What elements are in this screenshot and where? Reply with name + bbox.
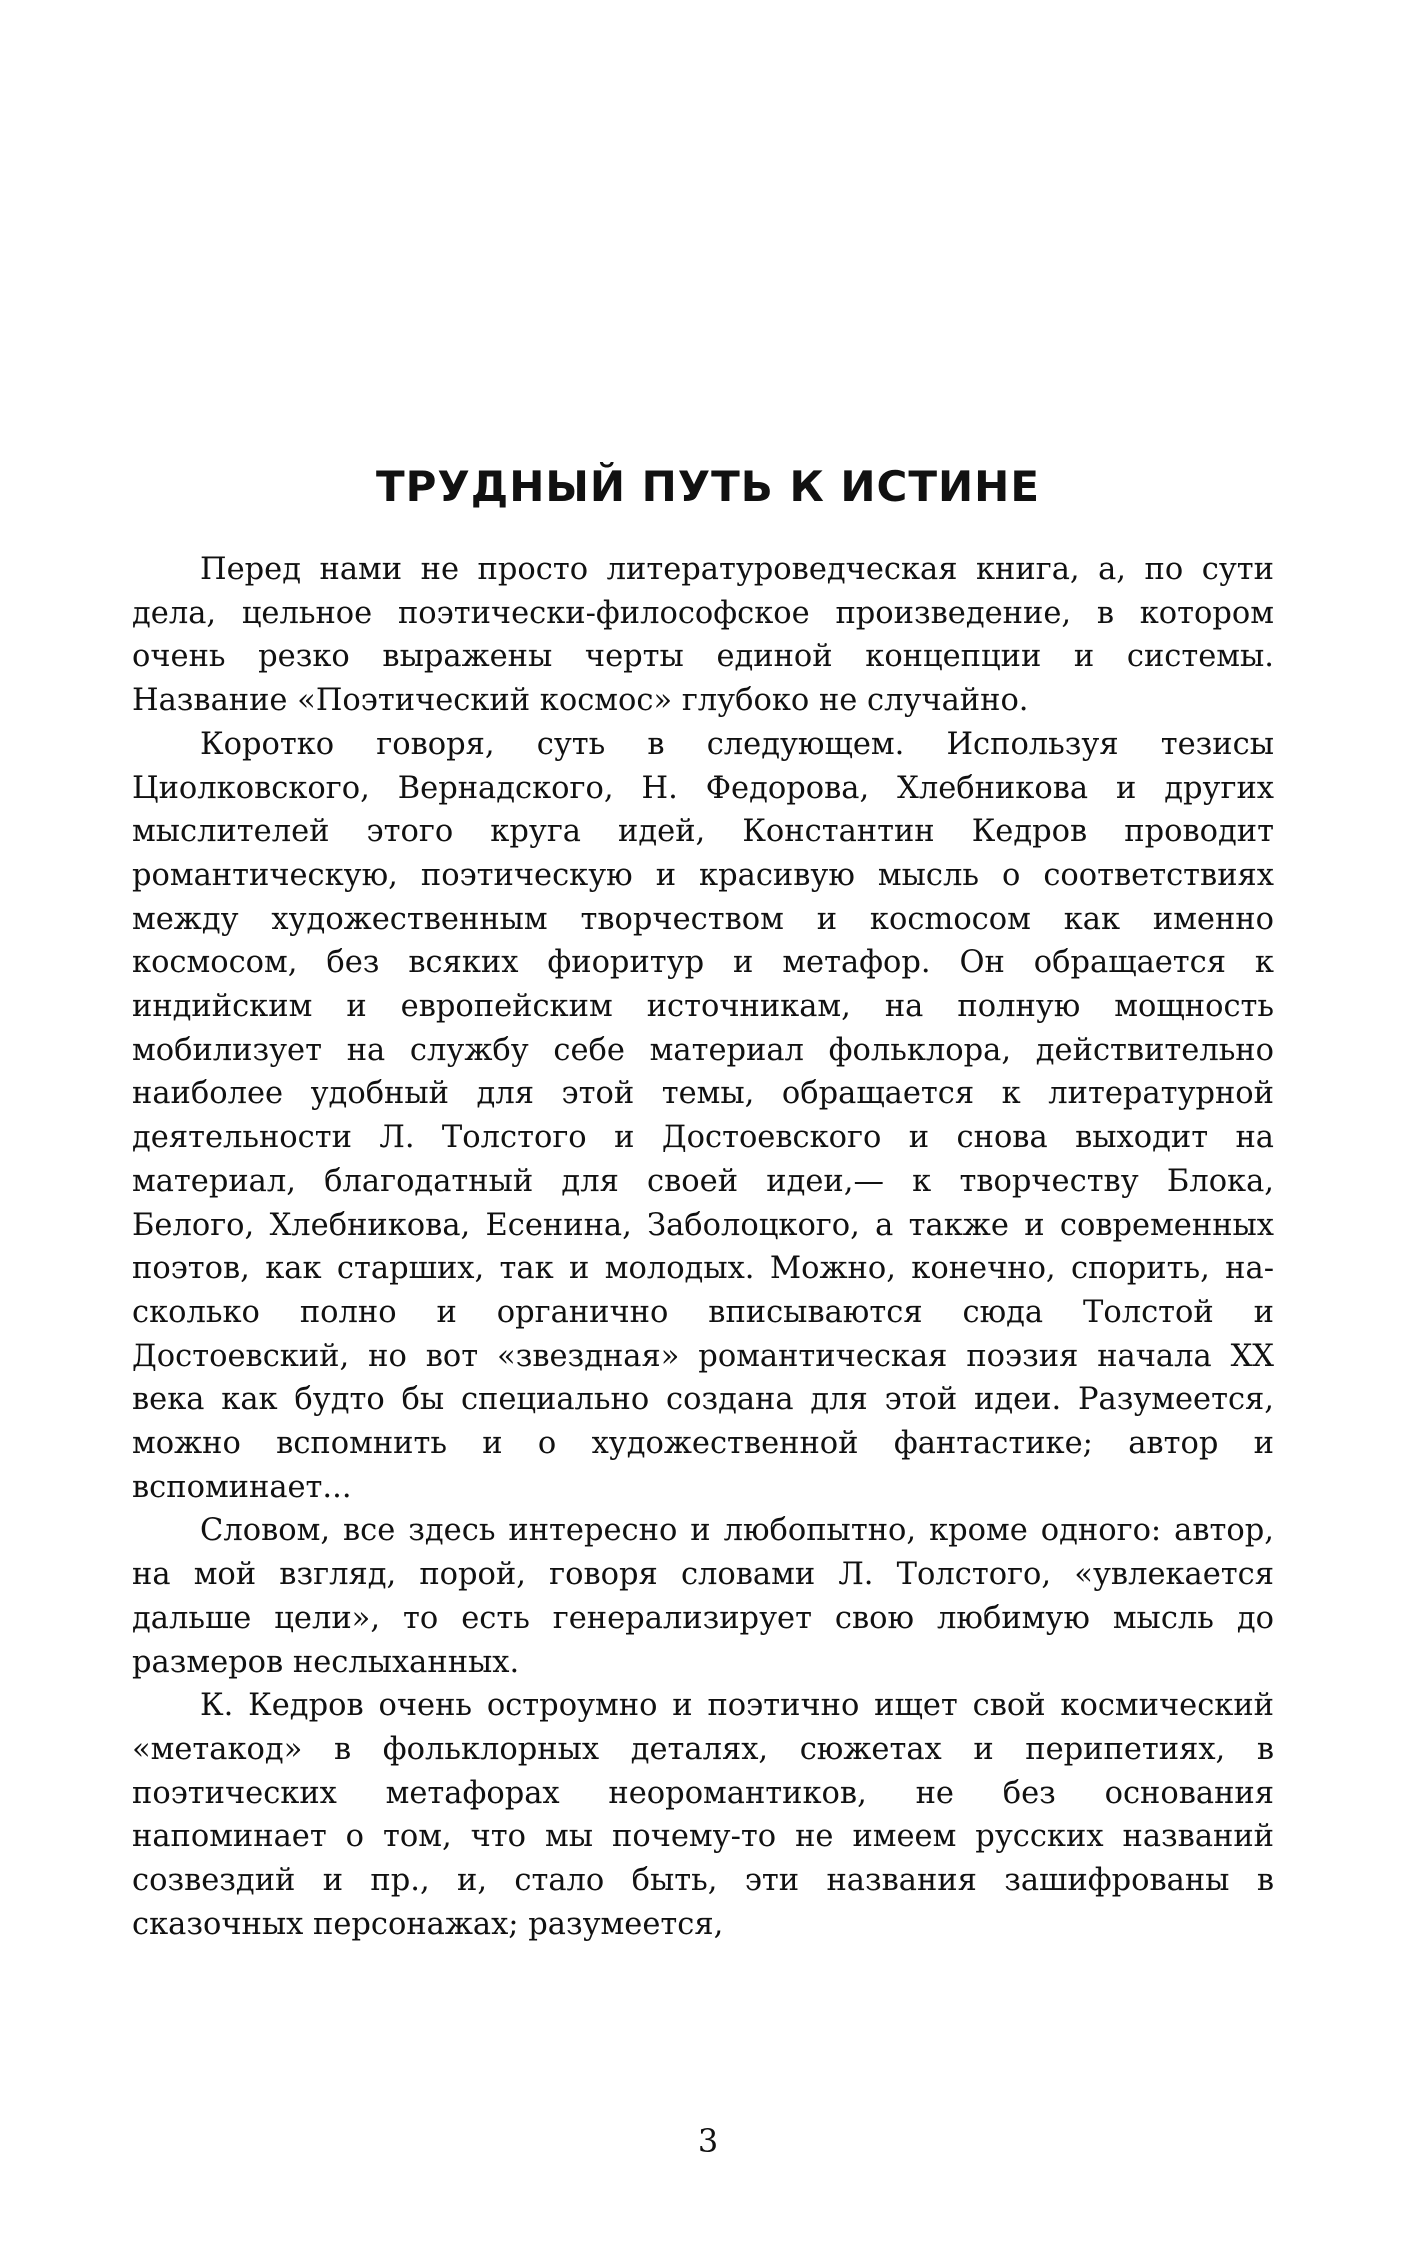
paragraph-3: Словом, все здесь интересно и любопытно, кроме одного: автор, на мой взгляд, порой, говоря словами Л. Толстого, «увлекается дальше цели», то есть генерализирует свою любимую мысль до размеров неслыханных. [132, 1513, 1274, 1680]
paragraph-1: Перед нами не просто литературоведческая книга, а, по сути дела, цельное поэтически-философское произведение, в котором очень резко выражены черты единой концепции и системы. Название «Поэтический космос» глубоко не случайно. [132, 552, 1274, 719]
page-number: 3 [697, 2122, 719, 2160]
paragraph-4: К. Кедров очень остроумно и поэтично ищет свой космический «метакод» в фольклорных деталях, сюжетах и перипетиях, в поэтических метафорах неоромантиков, не без основания напоминает о том, что мы почему-то не имеем русских названий созвездий и пр., и, стало быть, эти названия зашифрованы в сказочных персонажах; разумеется, [132, 1688, 1274, 1942]
paragraph-2: Коротко говоря, суть в следующем. Используя тезисы Циолковского, Вернадского, Н. Федорова, Хлебникова и других мыслителей этого круга идей, Константин Кедров проводит романтическую, поэтическую и красивую мысль о соответствиях между художественным творчеством и косmосом как именно космосом, без всяких фиоритур и метафор. Он обращается к индийским и европейским источникам, на полную мощность мобилизует на службу себе материал фольклора, действительно наиболее удобный для этой темы, обращается к литературной деятельности Л. Толстого и Достоевского и снова выходит на материал, благодатный для своей идеи,— к творчеству Блока, Белого, Хлебникова, Есенина, Заболоцкого, а также и современных поэтов, как старших, так и молодых. Можно, конечно, спорить, насколько полно и органично вписываются сюда Толстой и Достоевский, но вот «звездная» романтическая поэзия начала XX века как будто бы специально создана для этой идеи. Разумеется, можно вспомнить и о художественной фантастике; автор и вспоминает... [132, 726, 1274, 1505]
body-text [132, 548, 1274, 1947]
chapter-title: ТРУДНЫЙ ПУТЬ К ИСТИНЕ [375, 462, 1041, 511]
